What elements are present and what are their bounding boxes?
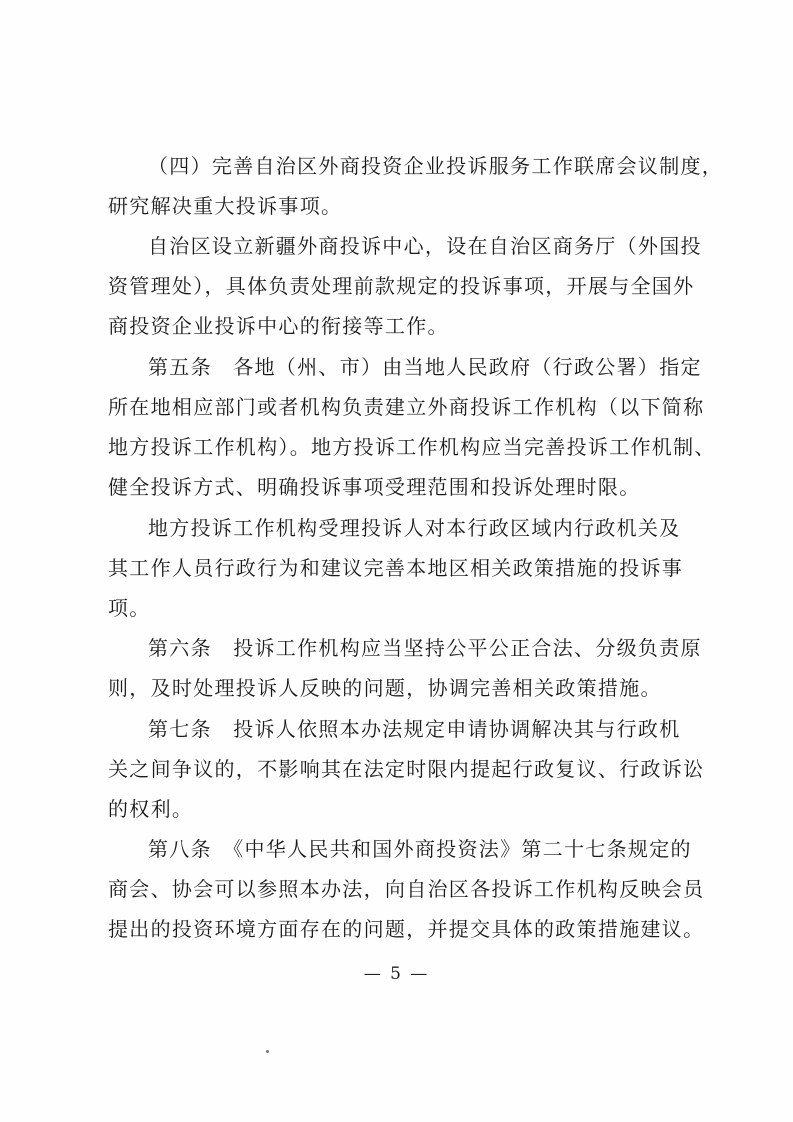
- text-line: 第七条 投诉人依照本办法规定申请协调解决其与行政机: [148, 717, 681, 741]
- text-line: 则，及时处理投诉人反映的问题，协调完善相关政策措施。: [108, 676, 662, 700]
- text-line: 提出的投资环境方面存在的问题，并提交具体的政策措施建议。: [108, 917, 705, 941]
- text-line: 项。: [108, 596, 151, 620]
- text-line: 的权利。: [108, 797, 194, 821]
- text-line: 资管理处），具体负责处理前款规定的投诉事项，开展与全国外: [108, 274, 695, 298]
- text-line: 第五条 各地（州、市）由当地人民政府（行政公署）指定: [148, 355, 702, 379]
- text-line: （四）完善自治区外商投资企业投诉服务工作联席会议制度，: [148, 154, 724, 178]
- scan-speck: [266, 1050, 269, 1053]
- text-line: 第八条 《中华人民共和国外商投资法》第二十七条规定的: [148, 837, 692, 861]
- text-line: 关之间争议的，不影响其在法定时限内提起行政复议、行政诉讼: [108, 757, 705, 781]
- page-number: — 5 —: [363, 964, 430, 984]
- text-line: 其工作人员行政行为和建议完善本地区相关政策措施的投诉事: [108, 556, 684, 580]
- text-line: 商投资企业投诉中心的衔接等工作。: [108, 314, 449, 338]
- text-line: 地方投诉工作机构）。地方投诉工作机构应当完善投诉工作机制、: [108, 435, 716, 459]
- text-line: 商会、协会可以参照本办法，向自治区各投诉工作机构反映会员: [108, 877, 705, 901]
- text-line: 健全投诉方式、明确投诉事项受理范围和投诉处理时限。: [108, 475, 641, 499]
- text-line: 地方投诉工作机构受理投诉人对本行政区域内行政机关及: [148, 516, 681, 540]
- text-line: 自治区设立新疆外商投诉中心，设在自治区商务厅（外国投: [148, 234, 702, 258]
- text-line: 所在地相应部门或者机构负责建立外商投诉工作机构（以下简称: [108, 395, 705, 419]
- text-line: 研究解决重大投诉事项。: [108, 194, 343, 218]
- text-line: 第六条 投诉工作机构应当坚持公平公正合法、分级负责原: [148, 636, 702, 660]
